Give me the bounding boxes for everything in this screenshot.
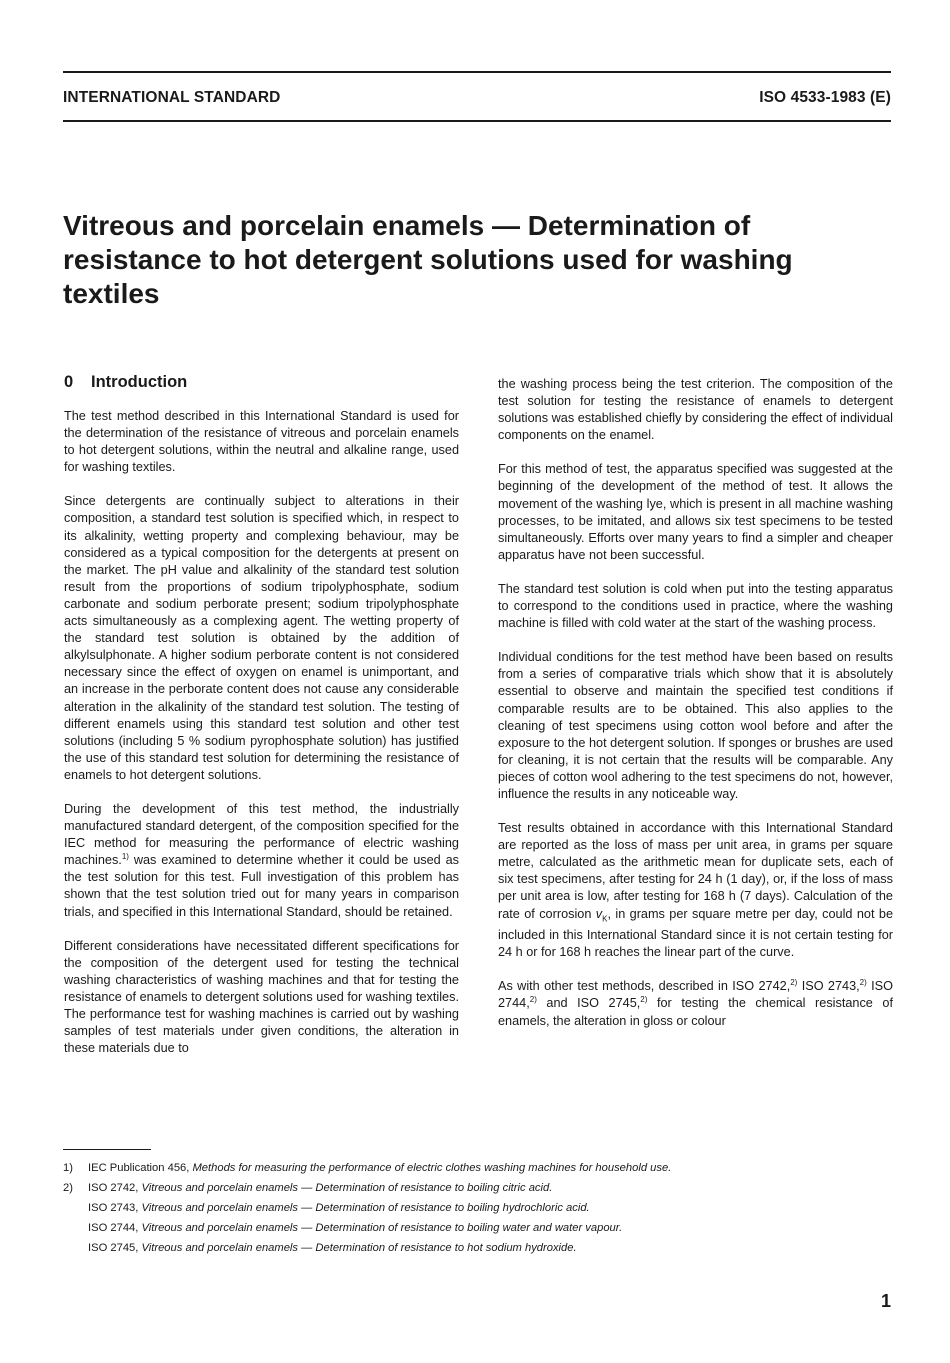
rate-subscript: K <box>602 914 608 924</box>
footnote-entry <box>88 1198 893 1218</box>
document-title: Vitreous and porcelain enamels — Determination of resistance to hot detergent solutions used for washing textiles <box>63 210 793 309</box>
rate-symbol: v <box>595 906 603 921</box>
reference-title: Vitreous and porcelain enamels — Determination of resistance to boiling citric acid. <box>141 1182 553 1194</box>
reference-id: ISO 2744, <box>88 1222 142 1234</box>
paragraph-text: As with other test methods, described in ISO 2742, <box>498 979 791 994</box>
right-column <box>498 372 893 1047</box>
intro-paragraph-6: For this method of test, the apparatus specified was suggested at the beginning of the development of the method of test. It allows the movement of the washing lye, which is present in all machine washing processes, to be imitated, and allows six test specimens to be tested simultaneously. Efforts over many years to find a simpler and cheaper apparatus have not been successful. <box>498 462 893 562</box>
paragraph-text: ISO 2743, <box>797 979 860 994</box>
header-top-rule <box>63 71 891 73</box>
intro-paragraph-1: The test method described in this International Standard is used for the determination of the resistance of vitreous and porcelain enamels to hot detergent solutions, within the neutral and alkaline range, used for washing textiles. <box>64 409 459 475</box>
footnote-entry <box>88 1158 893 1178</box>
page-number: 1 <box>880 1291 891 1311</box>
reference-id: IEC Publication 456, <box>88 1162 193 1174</box>
section-title: Introduction <box>91 373 188 391</box>
intro-paragraph-8: Individual conditions for the test method have been based on results from a series of comparative trials which show that it is absolutely essential to observe and maintain the specified test conditions if comparable results are to be obtained. This also applies to the cleaning of test specimens using cotton wool before and after the exposure to the hot detergent solution. If sponges or brushes are used for cleaning, it is not certain that the results will be comparable. Any pieces of cotton wool adhering to the test specimens do not, however, influence the results in any noticeable way. <box>498 650 893 801</box>
paragraph-text: for testing the chemical resistance of enamels, the alteration in gloss or colour <box>498 996 893 1028</box>
footnote-ref-1: 1) <box>121 852 129 862</box>
intro-paragraph-5: the washing process being the test criterion. The composition of the test solution for testing the resistance of enamels to detergent solutions was established chiefly by considering the effect of individual components on the enamel. <box>498 377 893 443</box>
reference-title: Vitreous and porcelain enamels — Determination of resistance to boiling hydrochloric acid. <box>141 1202 590 1214</box>
section-number: 0 <box>64 373 74 391</box>
footnote-entry <box>88 1218 893 1238</box>
intro-paragraph-4: Different considerations have necessitated different specifications for the composition of the detergent used for testing the technical washing characteristics of washing machines and that for testing the resistance of enamels to detergent solutions used for washing textiles. The performance test for washing machines is carried out by washing samples of test materials under given conditions, the alteration in these materials due to <box>64 938 459 1056</box>
reference-title: Vitreous and porcelain enamels — Determination of resistance to boiling water and water vapour. <box>141 1222 623 1234</box>
reference-title: Methods for measuring the performance of electric clothes washing machines for household use. <box>192 1162 672 1174</box>
intro-paragraph-10 <box>498 978 893 1029</box>
footnote-mark: 1) <box>63 1162 73 1174</box>
left-column <box>64 372 459 1074</box>
footnote-1 <box>63 1158 893 1178</box>
footnote-ref-2: 2) <box>790 978 798 988</box>
standard-number: ISO 4533-1983 (E) <box>759 89 891 106</box>
paragraph-text: ISO 2744, <box>498 979 894 1011</box>
document-type-label: INTERNATIONAL STANDARD <box>63 89 281 106</box>
header-bottom-rule <box>63 120 891 122</box>
intro-paragraph-7: The standard test solution is cold when put into the testing apparatus to correspond to the conditions used in practice, where the washing machine is filled with cold water at the start of the washing process. <box>498 581 893 631</box>
section-heading <box>64 372 459 392</box>
footnote-ref-2: 2) <box>529 995 537 1005</box>
reference-id: ISO 2745, <box>88 1242 142 1254</box>
paragraph-text: , in grams per square metre per day, could not be included in this International Standard since it is not certain testing for 24 h or for 168 h reaches the linear part of the curve. <box>498 906 894 960</box>
reference-id: ISO 2743, <box>88 1202 142 1214</box>
footnote-2 <box>63 1178 893 1258</box>
footnote-ref-2: 2) <box>859 978 867 988</box>
footnote-entry <box>88 1178 893 1198</box>
intro-paragraph-3 <box>64 801 459 921</box>
footnote-entry <box>88 1238 893 1258</box>
paragraph-text: and ISO 2745, <box>536 996 641 1011</box>
footnotes <box>63 1158 893 1258</box>
reference-title: Vitreous and porcelain enamels — Determination of resistance to hot sodium hydroxide. <box>141 1242 577 1254</box>
footnote-mark: 2) <box>63 1182 73 1194</box>
paragraph-text: was examined to determine whether it could be used as the test solution for this test. Full investigation of this problem has shown that the test solution tried out for many years in comparison trials, and specified in this International Standard, should be retained. <box>64 853 459 919</box>
paragraph-text: During the development of this test method, the industrially manufactured standard detergent, of the composition specified for the IEC method for measuring the performance of electric washing machines. <box>64 801 459 868</box>
intro-paragraph-2: Since detergents are continually subject to alterations in their composition, a standard test solution is specified which, in respect to its alkalinity, wetting property and complexing behaviour, may be considered as a typical composition for the detergents at present on the market. The pH value and alkalinity of the standard test solution result from the proportions of sodium tripolyphosphate, sodium carbonate and sodium perborate present; sodium tripolyphosphate acts simultaneously as a complexing agent. The wetting property of the standard test solution is obtained by the addition of alkylsulphonate. A higher sodium perborate content is not considered necessary since the effect of oxygen on enamel is unimportant, and an increase in the perborate content does not cause any considerable alteration in the alkalinity of the standard test solution. The testing of different enamels using this standard test solution and other test solutions (including 5 % sodium pyrophosphate solution) has justified the use of this standard test solution for determining the resistance of enamels to hot detergent solutions. <box>64 494 459 782</box>
intro-paragraph-9 <box>498 820 893 961</box>
footnote-separator <box>63 1149 151 1150</box>
reference-id: ISO 2742, <box>88 1182 142 1194</box>
footnote-ref-2: 2) <box>640 995 648 1005</box>
paragraph-text: Test results obtained in accordance with this International Standard are reported as the loss of mass per unit area, in grams per square metre, calculated as the arithmetic mean for duplicate sets, each of six test specimens, after testing for 24 h (1 day), or, if the loss of mass per unit area is low, after testing for 168 h (7 days). Calculation of the rate of corrosion <box>498 821 893 921</box>
